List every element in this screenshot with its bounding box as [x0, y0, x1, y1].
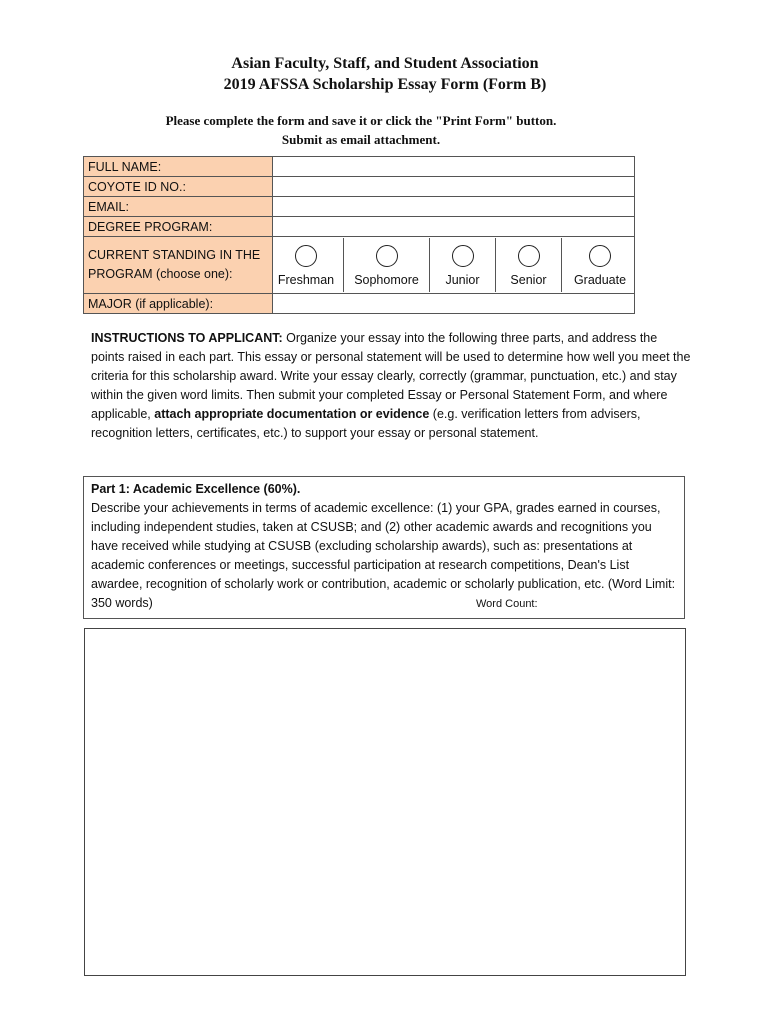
major-label: MAJOR (if applicable): [84, 294, 273, 314]
instructions-heading: INSTRUCTIONS TO APPLICANT: [91, 331, 283, 345]
full-name-field[interactable] [273, 157, 635, 177]
standing-row [84, 237, 635, 294]
graduate-label: Graduate [573, 273, 627, 287]
senior-label: Senior [510, 273, 547, 287]
graduate-radio[interactable] [589, 245, 611, 267]
coyote-id-label: COYOTE ID NO.: [84, 177, 273, 197]
instructions-bold1: attach appropriate documentation or evidence [154, 407, 430, 421]
junior-label: Junior [445, 273, 480, 287]
major-field[interactable] [273, 294, 635, 314]
full-name-row [84, 157, 635, 177]
standing-label-line1: CURRENT STANDING IN THE [88, 248, 261, 262]
senior-radio[interactable] [518, 245, 540, 267]
sophomore-radio[interactable] [376, 245, 398, 267]
major-row [84, 294, 635, 314]
standing-option-freshman[interactable] [269, 238, 344, 292]
word-count-label: Word Count: [476, 598, 538, 610]
part1-heading: Part 1: Academic Excellence (60%). [91, 482, 301, 496]
standing-options [273, 237, 635, 294]
email-label: EMAIL: [84, 197, 273, 217]
degree-program-row [84, 217, 635, 237]
form-title-line2: 2019 AFSSA Scholarship Essay Form (Form B) [223, 76, 547, 93]
part1-prompt-box [83, 476, 685, 619]
part1-body: Describe your achievements in terms of academic excellence: (1) your GPA, grades earned in courses, including independent studies, taken at CSUSB; and (2) other academic awards and recognitions you have received while studying at CSUSB (excluding scholarship awards), such as: presentations at academic conferences or meetings, successful participation at research competitions, Dean's List awardee, recognition of scholarly work or contribution, academic or scholarly publication, etc. (Word Limit: 350 words) [91, 501, 676, 610]
sophomore-label: Sophomore [354, 273, 419, 287]
junior-radio[interactable] [452, 245, 474, 267]
standing-option-sophomore[interactable] [344, 238, 430, 292]
standing-option-senior[interactable] [496, 238, 562, 292]
standing-label [84, 237, 273, 294]
instructions-text1: Organize your essay into the following three parts, and address the points raised in each part. This essay or personal statement will be used to determine how well you meet the criteria for this scholarship award. Write your essay clearly, correctly (grammar, punctuation, etc.) and stay within the given word limits. Then submit your completed Essay or Personal Statement Form, and where applicable, [91, 331, 691, 421]
coyote-id-row [84, 177, 635, 197]
coyote-id-field[interactable] [273, 177, 635, 197]
standing-option-graduate[interactable] [562, 238, 638, 292]
applicant-info-table [83, 156, 635, 314]
degree-program-field[interactable] [273, 217, 635, 237]
instructions-text2: (e.g. verification letters from advisers, recognition letters, certificates, etc.) to support your essay or personal statement. [91, 407, 641, 440]
email-row [84, 197, 635, 217]
full-name-label: FULL NAME: [84, 157, 273, 177]
form-subtitle-line1: Please complete the form and save it or click the "Print Form" button. [165, 113, 557, 128]
email-field[interactable] [273, 197, 635, 217]
part1-essay-field[interactable] [84, 628, 686, 976]
standing-label-line2: PROGRAM (choose one): [88, 267, 233, 281]
instructions-paragraph [91, 329, 691, 443]
form-subtitle-line2: Submit as email attachment. [281, 132, 441, 147]
standing-option-junior[interactable] [430, 238, 496, 292]
degree-program-label: DEGREE PROGRAM: [84, 217, 273, 237]
freshman-label: Freshman [277, 273, 335, 287]
freshman-radio[interactable] [295, 245, 317, 267]
form-title-line1: Asian Faculty, Staff, and Student Association [231, 55, 539, 72]
